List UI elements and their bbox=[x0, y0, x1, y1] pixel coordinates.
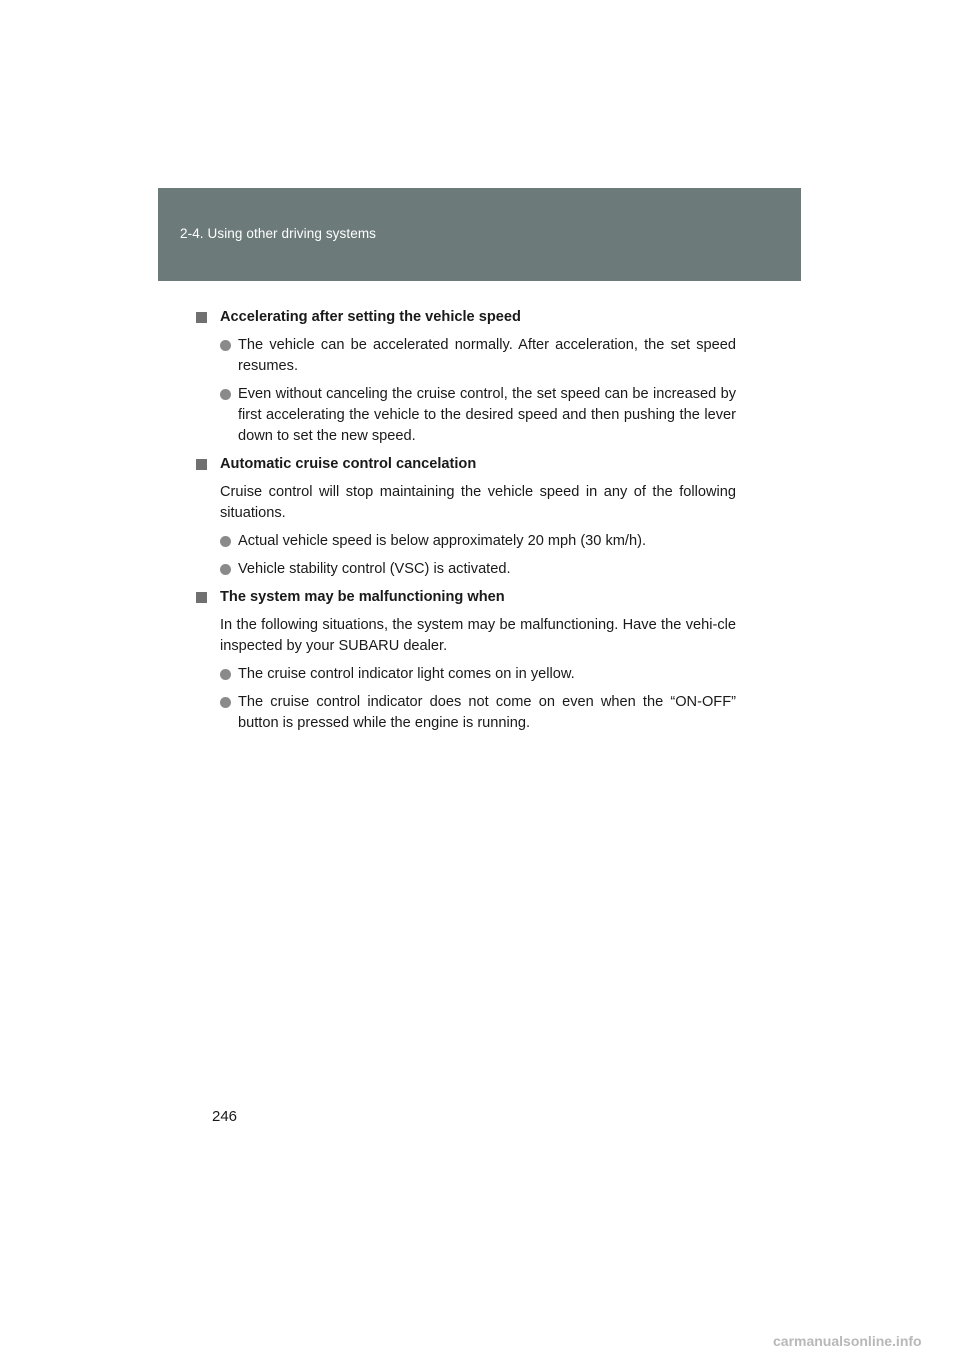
list-item-text: The cruise control indicator light comes on in yellow. bbox=[238, 666, 575, 682]
list-item bbox=[196, 692, 736, 734]
list-item bbox=[196, 559, 736, 580]
list-item-text: Actual vehicle speed is below approximately 20 mph (30 km/h). bbox=[238, 533, 647, 549]
section-heading-text: Automatic cruise control cancelation bbox=[220, 456, 477, 472]
section-header-band bbox=[158, 188, 801, 281]
circle-bullet-icon bbox=[220, 389, 231, 400]
circle-bullet-icon bbox=[220, 340, 231, 351]
square-bullet-icon bbox=[196, 312, 207, 323]
section-intro: In the following situations, the system may be malfunctioning. Have the vehi-cle inspected by your SUBARU dealer. bbox=[220, 617, 736, 654]
section-heading-text: Accelerating after setting the vehicle speed bbox=[220, 309, 521, 325]
section-heading bbox=[196, 587, 736, 608]
list-item bbox=[196, 531, 736, 552]
square-bullet-icon bbox=[196, 459, 207, 470]
list-item-text: Vehicle stability control (VSC) is activated. bbox=[238, 561, 511, 577]
list-item-text: The cruise control indicator does not come on even when the “ON-OFF” button is pressed while the engine is running. bbox=[238, 694, 736, 731]
square-bullet-icon bbox=[196, 592, 207, 603]
page-number: 246 bbox=[212, 1108, 238, 1125]
page-content bbox=[196, 307, 736, 741]
section-intro: Cruise control will stop maintaining the vehicle speed in any of the following situations. bbox=[220, 484, 736, 521]
list-item bbox=[196, 384, 736, 447]
list-item bbox=[196, 664, 736, 685]
circle-bullet-icon bbox=[220, 669, 231, 680]
list-item bbox=[196, 335, 736, 377]
circle-bullet-icon bbox=[220, 536, 231, 547]
circle-bullet-icon bbox=[220, 697, 231, 708]
section-heading bbox=[196, 307, 736, 328]
section-heading-text: The system may be malfunctioning when bbox=[220, 589, 505, 605]
circle-bullet-icon bbox=[220, 564, 231, 575]
watermark: carmanualsonline.info bbox=[773, 1333, 922, 1349]
section-title: 2-4. Using other driving systems bbox=[180, 226, 377, 241]
section-heading bbox=[196, 454, 736, 475]
list-item-text: Even without canceling the cruise control, the set speed can be increased by first accelerating the vehicle to the desired speed and then pushing the lever down to set the new speed. bbox=[238, 386, 736, 444]
list-item-text: The vehicle can be accelerated normally. After acceleration, the set speed resumes. bbox=[238, 337, 736, 374]
